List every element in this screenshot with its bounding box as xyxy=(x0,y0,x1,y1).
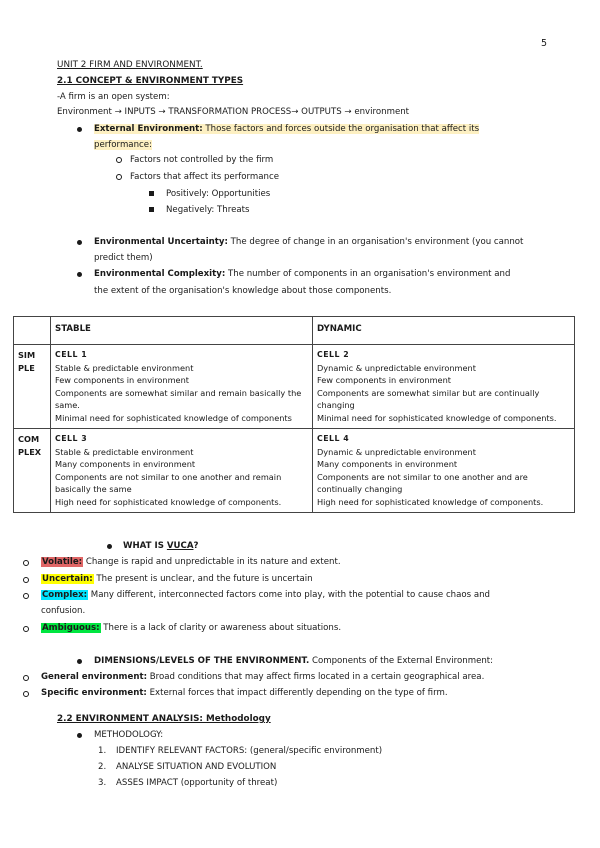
section-title: 2.2 ENVIRONMENT ANALYSIS: Methodology xyxy=(57,714,271,724)
cell-line: Components are somewhat similar and remain basically the same. xyxy=(55,387,302,410)
general-environment-line xyxy=(41,672,484,682)
vuca-item-volatile xyxy=(41,557,341,567)
section-title: 2.1 CONCEPT & ENVIRONMENT TYPES xyxy=(57,76,244,86)
vuca-term: Ambiguous: xyxy=(42,623,100,633)
cell-title: CELL 3 xyxy=(55,434,88,443)
cell-line: Few components in environment xyxy=(317,375,451,385)
vuca-heading xyxy=(123,541,198,551)
methodology-step: IDENTIFY RELEVANT FACTORS: (general/specific environment) xyxy=(116,746,383,756)
system-flow: Environment → INPUTS → TRANSFORMATION PROCESS→ OUTPUTS → environment xyxy=(57,107,410,117)
uncertainty-definition: The degree of change in an organisation's environment (you cannot xyxy=(227,237,524,247)
cell-title: CELL 4 xyxy=(317,434,350,443)
cell-line: Minimal need for sophisticated knowledge of components xyxy=(55,412,292,423)
vuca-term: Volatile: xyxy=(42,557,83,567)
table-row xyxy=(14,345,575,429)
cell-line: Minimal need for sophisticated knowledge of components. xyxy=(317,412,557,423)
bullet-icon xyxy=(77,240,82,245)
cell-1 xyxy=(51,345,313,429)
sub-sub-item: Negatively: Threats xyxy=(166,205,250,215)
uncertainty-term: Environmental Uncertainty: xyxy=(94,237,228,247)
external-environment-definition: Those factors and forces outside the organisation that affect its xyxy=(202,124,480,134)
sub-item: Factors that affect its performance xyxy=(130,172,280,182)
general-environment-text: Broad conditions that may affect firms located in a certain geographical area. xyxy=(147,672,485,682)
table-header-row xyxy=(14,317,575,345)
bullet-icon xyxy=(107,544,112,549)
uncertainty-definition-cont: predict them) xyxy=(94,253,153,263)
complexity-definition-cont: the extent of the organisation's knowledge about those components. xyxy=(94,286,392,296)
cell-title: CELL 2 xyxy=(317,350,350,359)
step-number: 1. xyxy=(98,746,107,756)
page-number: 5 xyxy=(541,38,548,49)
circle-bullet-icon xyxy=(116,157,122,163)
circle-bullet-icon xyxy=(23,675,29,681)
external-environment-term: External Environment: xyxy=(94,124,203,134)
dimensions-heading xyxy=(94,656,493,666)
cell-line: Stable & predictable environment xyxy=(55,446,194,457)
methodology-label: METHODOLOGY: xyxy=(94,730,164,740)
environment-matrix-table xyxy=(13,316,575,513)
vuca-item-complex xyxy=(41,590,490,600)
external-environment-line xyxy=(94,124,479,134)
circle-bullet-icon xyxy=(23,626,29,632)
vuca-item-uncertain xyxy=(41,574,313,584)
circle-bullet-icon xyxy=(23,593,29,599)
bullet-icon xyxy=(77,272,82,277)
vuca-term: Uncertain: xyxy=(42,574,93,584)
cell-3 xyxy=(51,429,313,513)
cell-line: Stable & predictable environment xyxy=(55,362,194,373)
row-header-simple: SIM PLE xyxy=(14,345,51,429)
complexity-definition: The number of components in an organisation's environment and xyxy=(225,269,511,279)
vuca-text: There is a lack of clarity or awareness about situations. xyxy=(100,623,342,633)
cell-line: Components are not similar to one another and remain basically the same xyxy=(55,471,282,494)
cell-line: Dynamic & unpredictable environment xyxy=(317,362,476,373)
table-row xyxy=(14,429,575,513)
vuca-text: Many different, interconnected factors come into play, with the potential to cause chaos and xyxy=(88,590,491,600)
vuca-text: The present is unclear, and the future is uncertain xyxy=(93,574,313,584)
vuca-heading-suffix: ? xyxy=(193,541,199,551)
cell-2 xyxy=(313,345,575,429)
step-number: 2. xyxy=(98,762,107,772)
open-system-intro: -A firm is an open system: xyxy=(57,92,170,102)
vuca-item-ambiguous xyxy=(41,623,341,633)
specific-environment-text: External forces that impact differently depending on the type of firm. xyxy=(146,688,448,698)
column-header-stable: STABLE xyxy=(51,317,313,345)
complexity-term: Environmental Complexity: xyxy=(94,269,226,279)
circle-bullet-icon xyxy=(23,577,29,583)
row-header-complex: COM PLEX xyxy=(14,429,51,513)
bullet-icon xyxy=(77,733,82,738)
square-bullet-icon xyxy=(149,191,154,196)
cell-line: Few components in environment xyxy=(55,375,189,385)
vuca-heading-term: VUCA xyxy=(166,541,194,551)
methodology-step: ASSES IMPACT (opportunity of threat) xyxy=(116,778,278,788)
cell-line: Components are not similar to one another and are continually changing xyxy=(317,471,528,494)
sub-sub-item: Positively: Opportunities xyxy=(166,189,271,199)
column-header-dynamic: DYNAMIC xyxy=(313,317,575,345)
cell-line: High need for sophisticated knowledge of components. xyxy=(55,496,282,507)
dimensions-heading-term: DIMENSIONS/LEVELS OF THE ENVIRONMENT. xyxy=(94,656,310,666)
uncertainty-line xyxy=(94,237,523,247)
vuca-text: Change is rapid and unpredictable in its nature and extent. xyxy=(83,557,341,567)
bullet-icon xyxy=(77,127,82,132)
table-corner-cell xyxy=(14,317,51,345)
circle-bullet-icon xyxy=(23,560,29,566)
specific-environment-line xyxy=(41,688,448,698)
sub-item: Factors not controlled by the firm xyxy=(130,155,274,165)
cell-title: CELL 1 xyxy=(55,350,88,359)
bullet-icon xyxy=(77,659,82,664)
specific-environment-term: Specific environment: xyxy=(41,688,147,698)
external-environment-cont-line xyxy=(94,140,152,150)
complexity-line xyxy=(94,269,510,279)
cell-4 xyxy=(313,429,575,513)
methodology-step: ANALYSE SITUATION AND EVOLUTION xyxy=(116,762,277,772)
cell-line: Components are somewhat similar but are continually changing xyxy=(317,387,540,410)
circle-bullet-icon xyxy=(116,174,122,180)
cell-line: High need for sophisticated knowledge of components. xyxy=(317,496,544,507)
square-bullet-icon xyxy=(149,207,154,212)
cell-line: Many components in environment xyxy=(55,459,196,469)
step-number: 3. xyxy=(98,778,107,788)
circle-bullet-icon xyxy=(23,691,29,697)
vuca-heading-prefix: WHAT IS xyxy=(123,541,167,551)
unit-title: UNIT 2 FIRM AND ENVIRONMENT. xyxy=(57,60,203,70)
vuca-text-cont: confusion. xyxy=(41,606,86,616)
general-environment-term: General environment: xyxy=(41,672,148,682)
cell-line: Many components in environment xyxy=(317,459,458,469)
external-environment-definition-cont: performance: xyxy=(94,140,152,150)
cell-line: Dynamic & unpredictable environment xyxy=(317,446,476,457)
vuca-term: Complex: xyxy=(42,590,88,600)
dimensions-heading-rest: Components of the External Environment: xyxy=(309,656,494,666)
